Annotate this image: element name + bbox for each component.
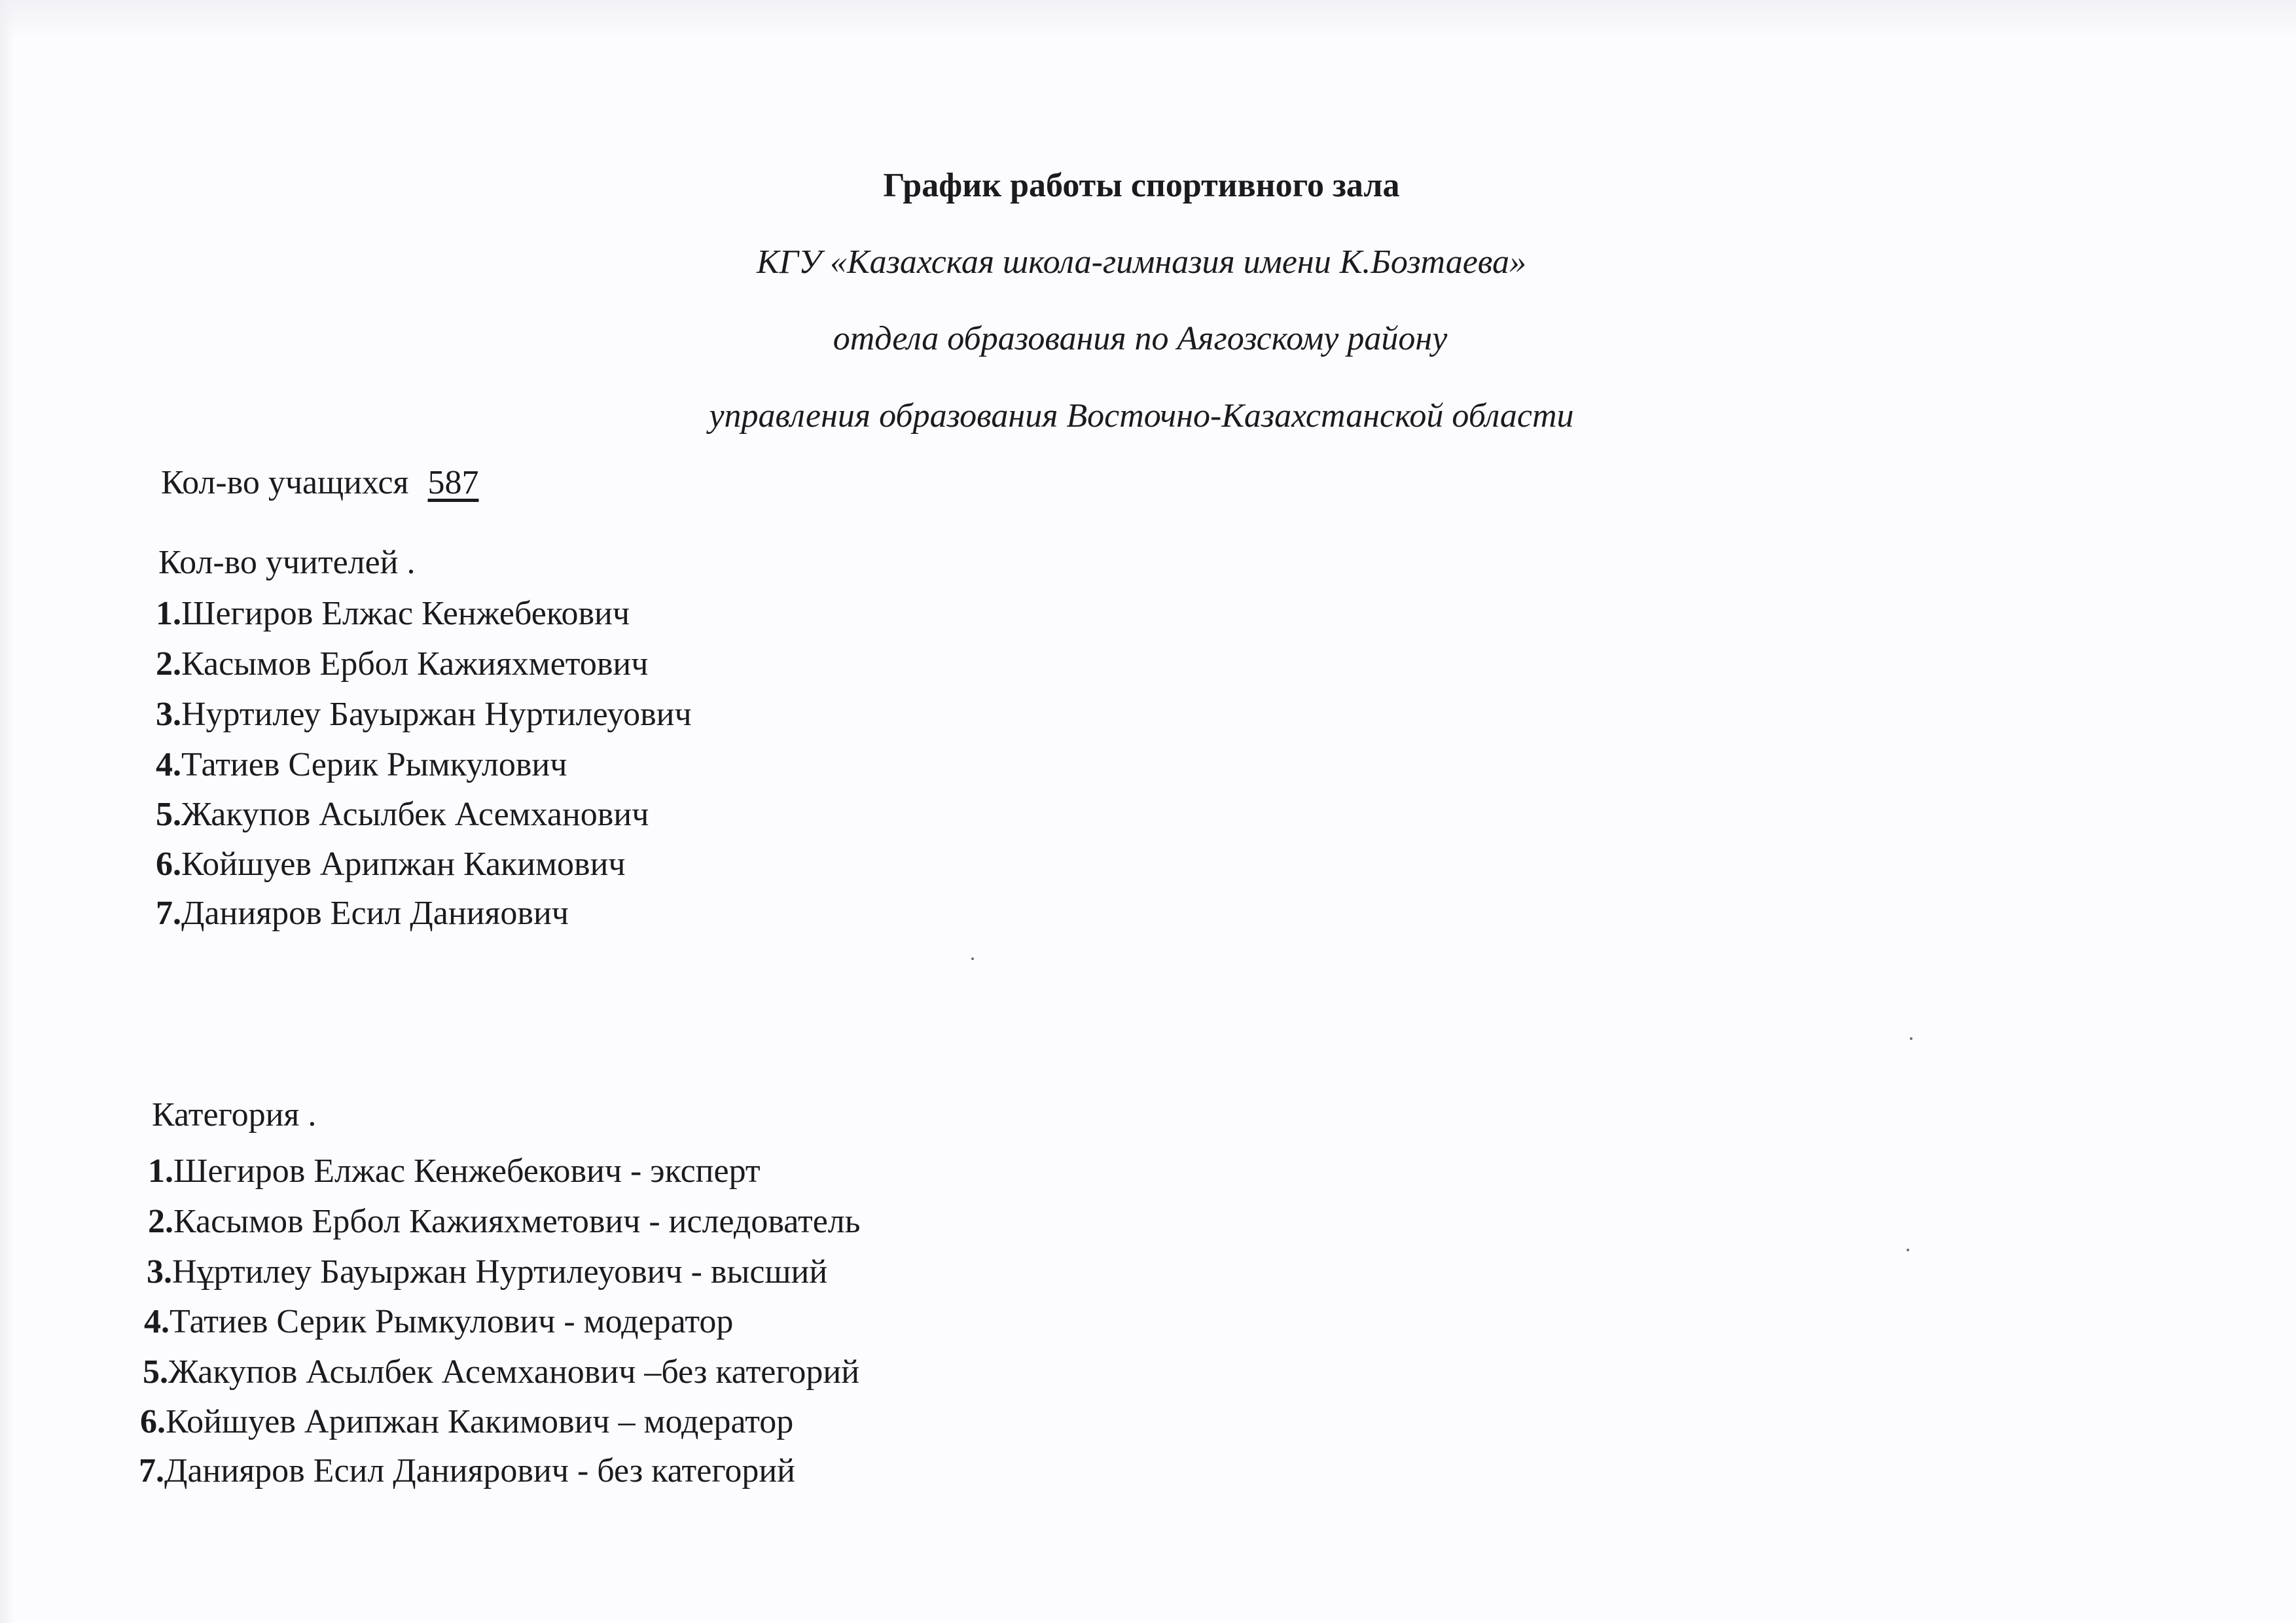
category-entry: Татиев Серик Рымкулович - модератор <box>170 1303 734 1340</box>
teacher-number: 6. <box>156 846 181 883</box>
category-list-item <box>147 1255 827 1289</box>
category-number: 2. <box>148 1203 173 1240</box>
scan-speck <box>1910 1037 1912 1040</box>
category-entry: Шегиров Елжас Кенжебекович - эксперт <box>173 1152 761 1190</box>
category-number: 4. <box>144 1303 170 1340</box>
document-title: График работы спортивного зала <box>883 167 1400 204</box>
teacher-list-item <box>156 748 567 782</box>
category-number: 7. <box>139 1452 164 1489</box>
department-name: отдела образования по Аягозскому району <box>833 320 1448 357</box>
category-list-item <box>148 1205 860 1239</box>
teacher-name: Касымов Ербол Кажияхметович <box>181 645 649 683</box>
scan-shadow-top <box>0 0 2296 39</box>
scan-speck <box>1907 1249 1909 1251</box>
teacher-name: Данияров Есил Данияович <box>181 895 569 932</box>
teacher-list-item <box>156 597 630 631</box>
teacher-list-item <box>156 847 626 882</box>
category-number: 6. <box>140 1403 166 1440</box>
teacher-number: 2. <box>156 645 181 683</box>
teacher-number: 7. <box>156 895 181 932</box>
category-entry: Данияров Есил Даниярович - без категорий <box>164 1452 796 1489</box>
teacher-list-item <box>156 897 569 931</box>
category-list-item <box>148 1154 761 1188</box>
teacher-list-item <box>156 647 648 681</box>
scan-speck <box>971 957 974 960</box>
student-count-value: 587 <box>427 464 479 501</box>
student-count-label: Кол-во учащихся <box>161 464 409 501</box>
category-number: 1. <box>148 1152 173 1190</box>
category-list-item <box>144 1305 733 1339</box>
teacher-number: 4. <box>156 746 181 783</box>
category-entry: Койшуев Арипжан Какимович – модератор <box>166 1403 794 1440</box>
category-label: Категория . <box>152 1096 317 1133</box>
category-list-item <box>143 1355 859 1389</box>
teacher-name: Койшуев Арипжан Какимович <box>181 846 626 883</box>
category-list-item <box>140 1405 793 1439</box>
teacher-list-item <box>156 698 692 732</box>
teacher-name: Шегиров Елжас Кенжебекович <box>181 595 630 632</box>
teacher-name: Нуртилеу Бауыржан Нуртилеуович <box>181 696 692 733</box>
category-number: 3. <box>147 1253 172 1291</box>
teacher-number: 3. <box>156 696 181 733</box>
category-entry: Касымов Ербол Кажияхметович - иследователь <box>173 1203 861 1240</box>
teacher-name: Татиев Серик Рымкулович <box>181 746 567 783</box>
teacher-count-label: Кол-во учителей . <box>158 544 416 581</box>
scan-shadow-left <box>0 0 14 1623</box>
teacher-name: Жакупов Асылбек Асемханович <box>181 796 649 833</box>
teacher-list-item <box>156 798 649 832</box>
category-list-item <box>139 1454 795 1488</box>
category-entry: Жакупов Асылбек Асемханович –без категорий <box>168 1353 860 1391</box>
category-entry: Нұртилеу Бауыржан Нуртилеуович - высший <box>172 1253 828 1291</box>
organization-name: КГУ «Казахская школа-гимназия имени К.Бозтаева» <box>757 243 1526 281</box>
teacher-number: 1. <box>156 595 181 632</box>
administration-name: управления образования Восточно-Казахстанской области <box>709 397 1574 435</box>
teacher-number: 5. <box>156 796 181 833</box>
category-number: 5. <box>143 1353 168 1391</box>
student-count-line <box>161 466 493 500</box>
